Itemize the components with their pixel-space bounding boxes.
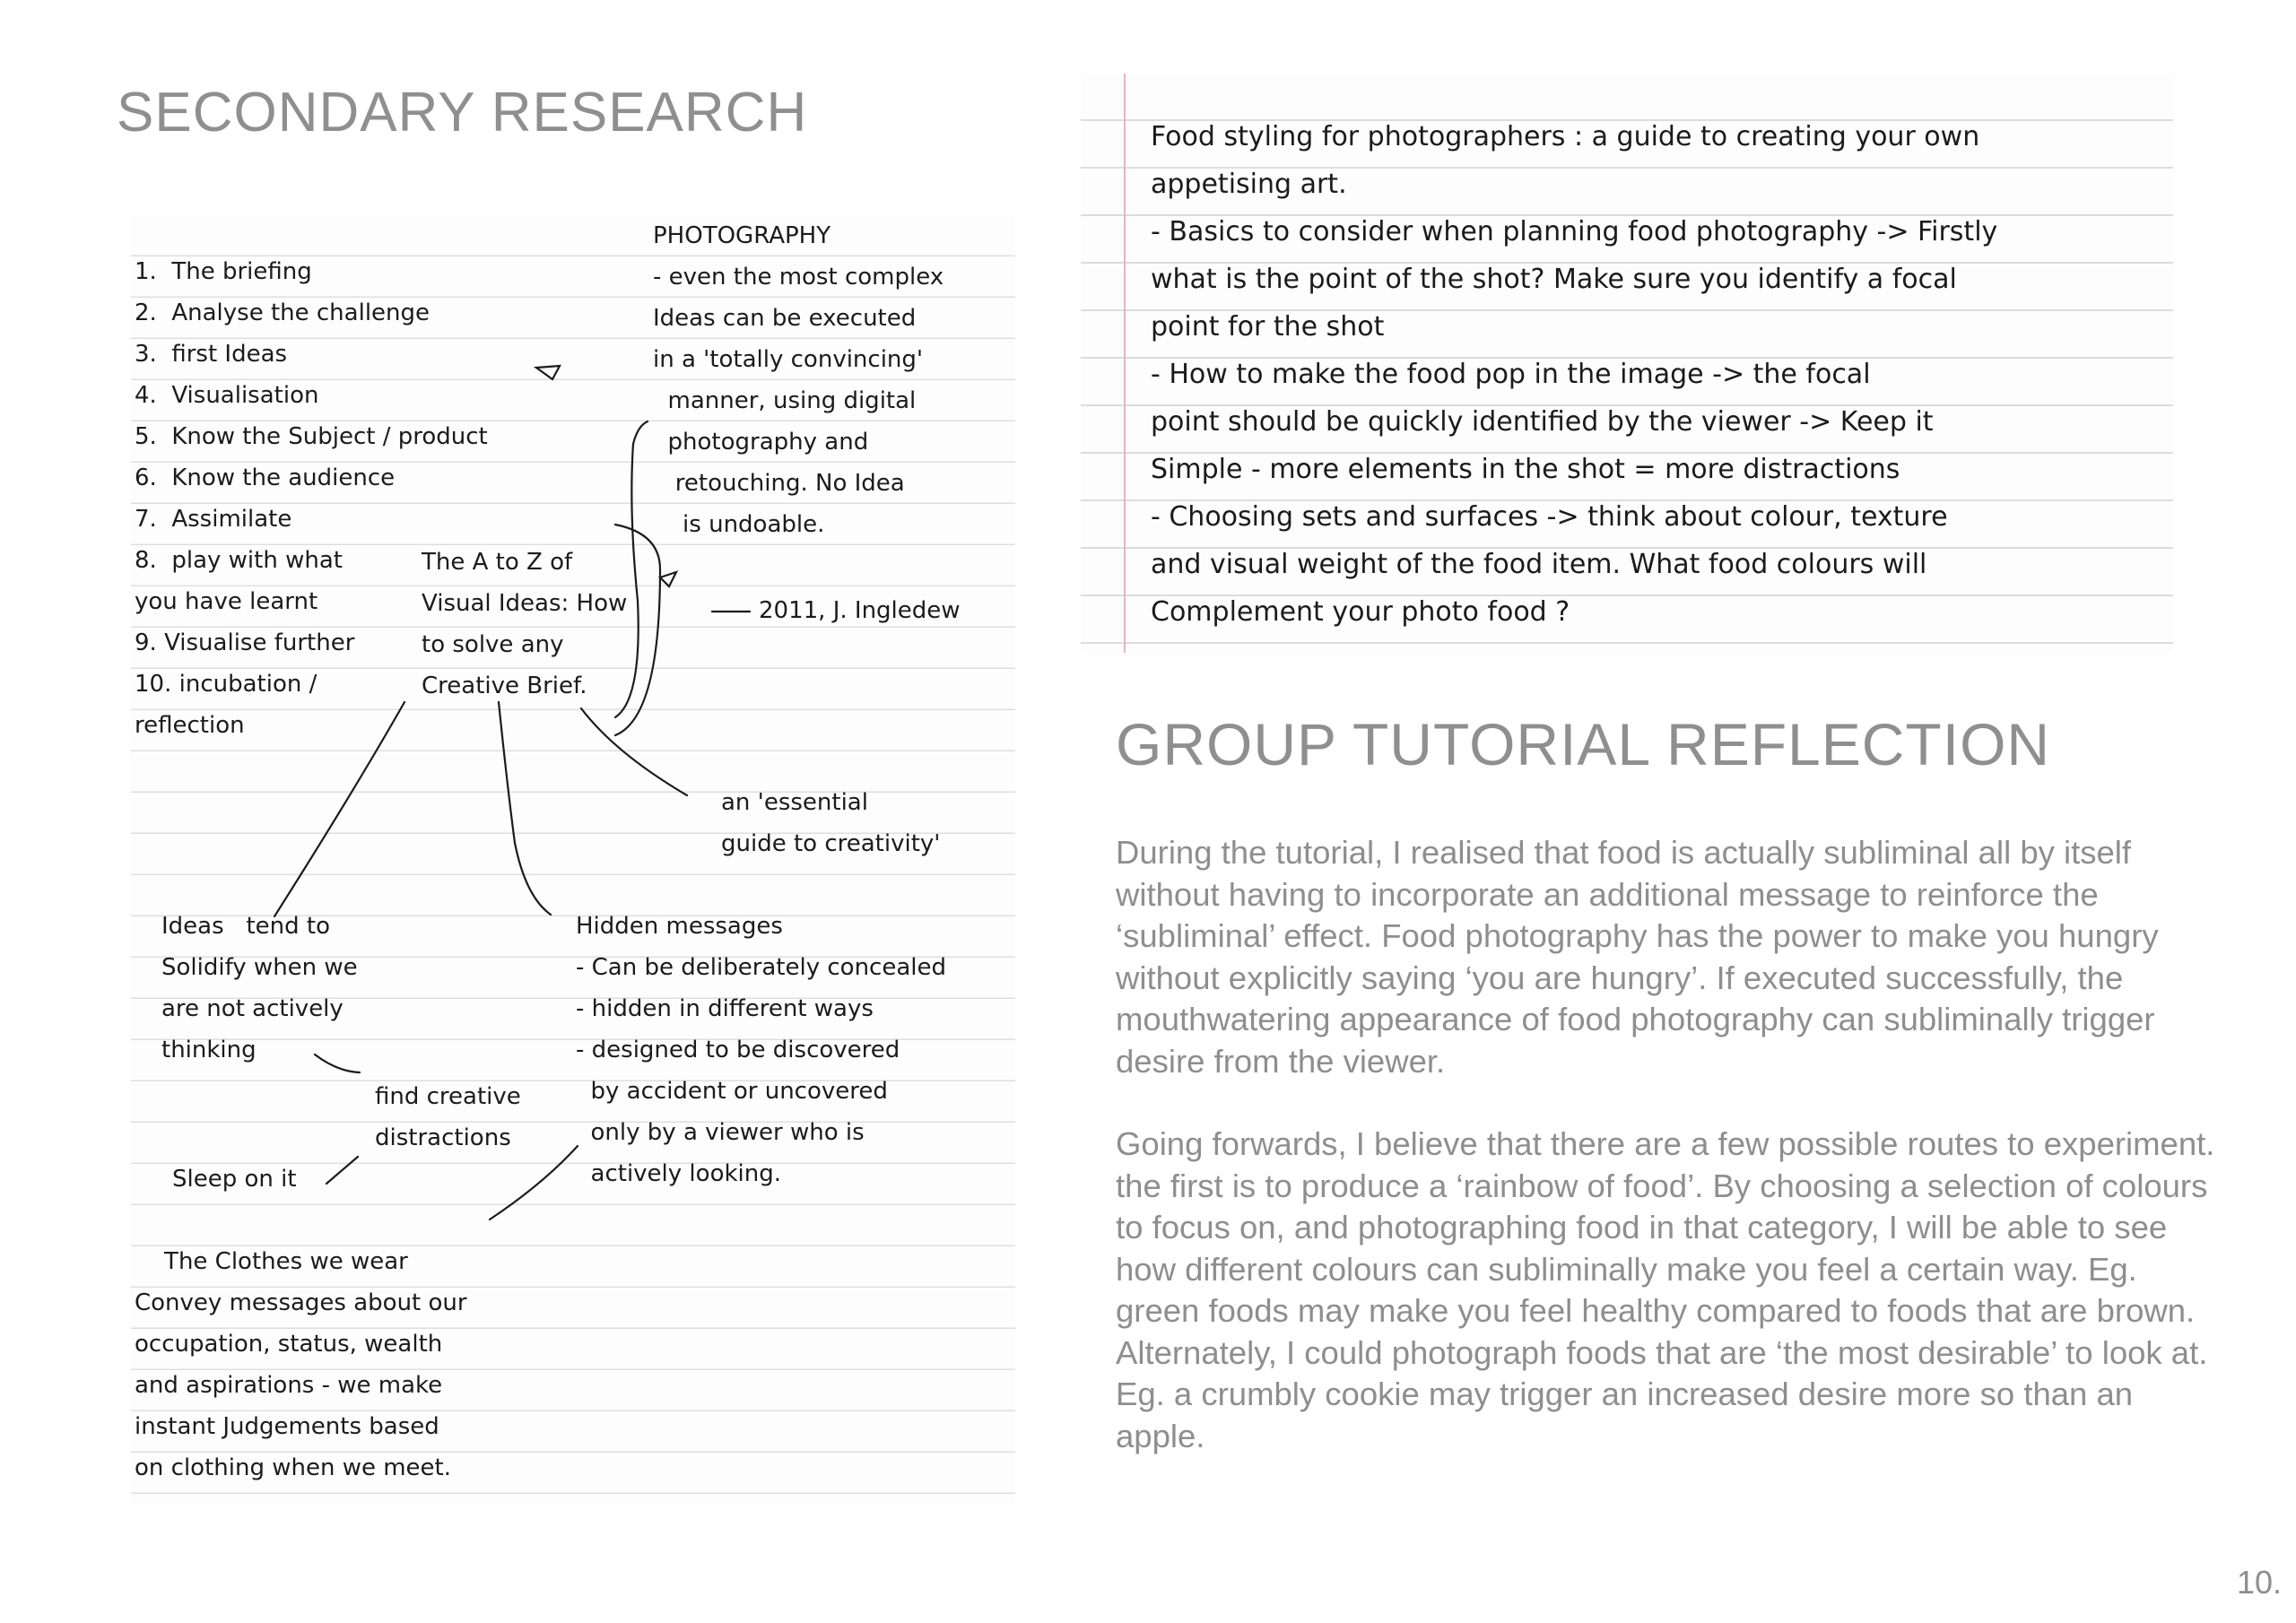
clothes-note: The Clothes we wear Convey messages about our occupation, status, wealth and aspirations - we make instant Judgements based on clothing when we meet.: [135, 1248, 467, 1481]
arrow-distractions: [326, 1157, 358, 1184]
secondary-research-title: SECONDARY RESEARCH: [117, 82, 808, 143]
reflection-paragraph-2: Going forwards, I believe that there are a few possible routes to experiment. the first is to produce a ‘rainbow of food’. By choosing a selection of colours to focus on, and photographing food in that category, I will be able to see how different colours can subliminally make you feel a certain way. Eg. green foods may make you feel healthy compared to foods that are brown. Alternately, I could photograph foods that are ‘the most desirable’ to look at. Eg. a crumbly cookie may trigger an increased desire more so than an apple.: [1116, 1125, 2215, 1454]
handwritten-notes-right: [1081, 74, 2173, 653]
find-creative-note: find creative distractions: [375, 1083, 521, 1151]
book-title: The A to Z of Visual Ideas: How to solve any Creative Brief.: [422, 549, 628, 699]
page-number: 10.: [2236, 1564, 2282, 1601]
reflection-paragraph-1: During the tutorial, I realised that food is actually subliminal all by itself without having to incorporate an additional message to reinforce the ‘subliminal’ effect. Food photography has the power to make you hungry without explicitly saying ‘you are hungry’. If executed successfully, the mouthwatering appearance of food photography can subliminally trigger desire from the viewer.: [1116, 834, 2159, 1080]
essential-guide-note: an 'essential guide to creativity': [721, 789, 941, 857]
photography-note: PHOTOGRAPHY - even the most complex Ideas can be executed in a 'totally convincing' manner, using digital photography and retouching. No Idea is undoable.: [653, 222, 944, 538]
sleep-on-it-note: Sleep on it: [172, 1166, 297, 1193]
book-reference: 2011, J. Ingledew: [759, 597, 961, 624]
hidden-messages-note: Hidden messages - Can be deliberately concealed - hidden in different ways - designed to be discovered by accident or uncovered only by a viewer who is actively looking.: [576, 913, 947, 1187]
food-styling-notes: Food styling for photographers : a guide to creating your own appetising art. - Basics to consider when planning food photography -> Firstly what is the point of the shot? Make sure you identify a focal point for the shot - How to make the food pop in the image -> the focal point should be quickly identified by the viewer -> Keep it Simple - more elements in the shot = more distractions - Choosing sets and surfaces -> think about colour, texture and visual weight of the food item. What food colours will Complement your photo food ?: [1151, 121, 1998, 628]
arrow-to-essential: [581, 708, 687, 795]
ideas-note: Ideas tend to Solidify when we are not actively thinking: [161, 913, 358, 1063]
arrow-to-hidden: [499, 702, 551, 915]
handwritten-notes-left: [131, 215, 1015, 1506]
group-tutorial-title: GROUP TUTORIAL REFLECTION: [1116, 711, 2051, 777]
notes-list: 1. The briefing 2. Analyse the challenge 3. first Ideas 4. Visualisation 5. Know the Subject / product 6. Know the audience 7. Assimilate 8. play with what you have learnt 9. Visualise further 10. incubation / reflection: [135, 258, 488, 739]
notebook-margin-line: [1124, 74, 1126, 653]
